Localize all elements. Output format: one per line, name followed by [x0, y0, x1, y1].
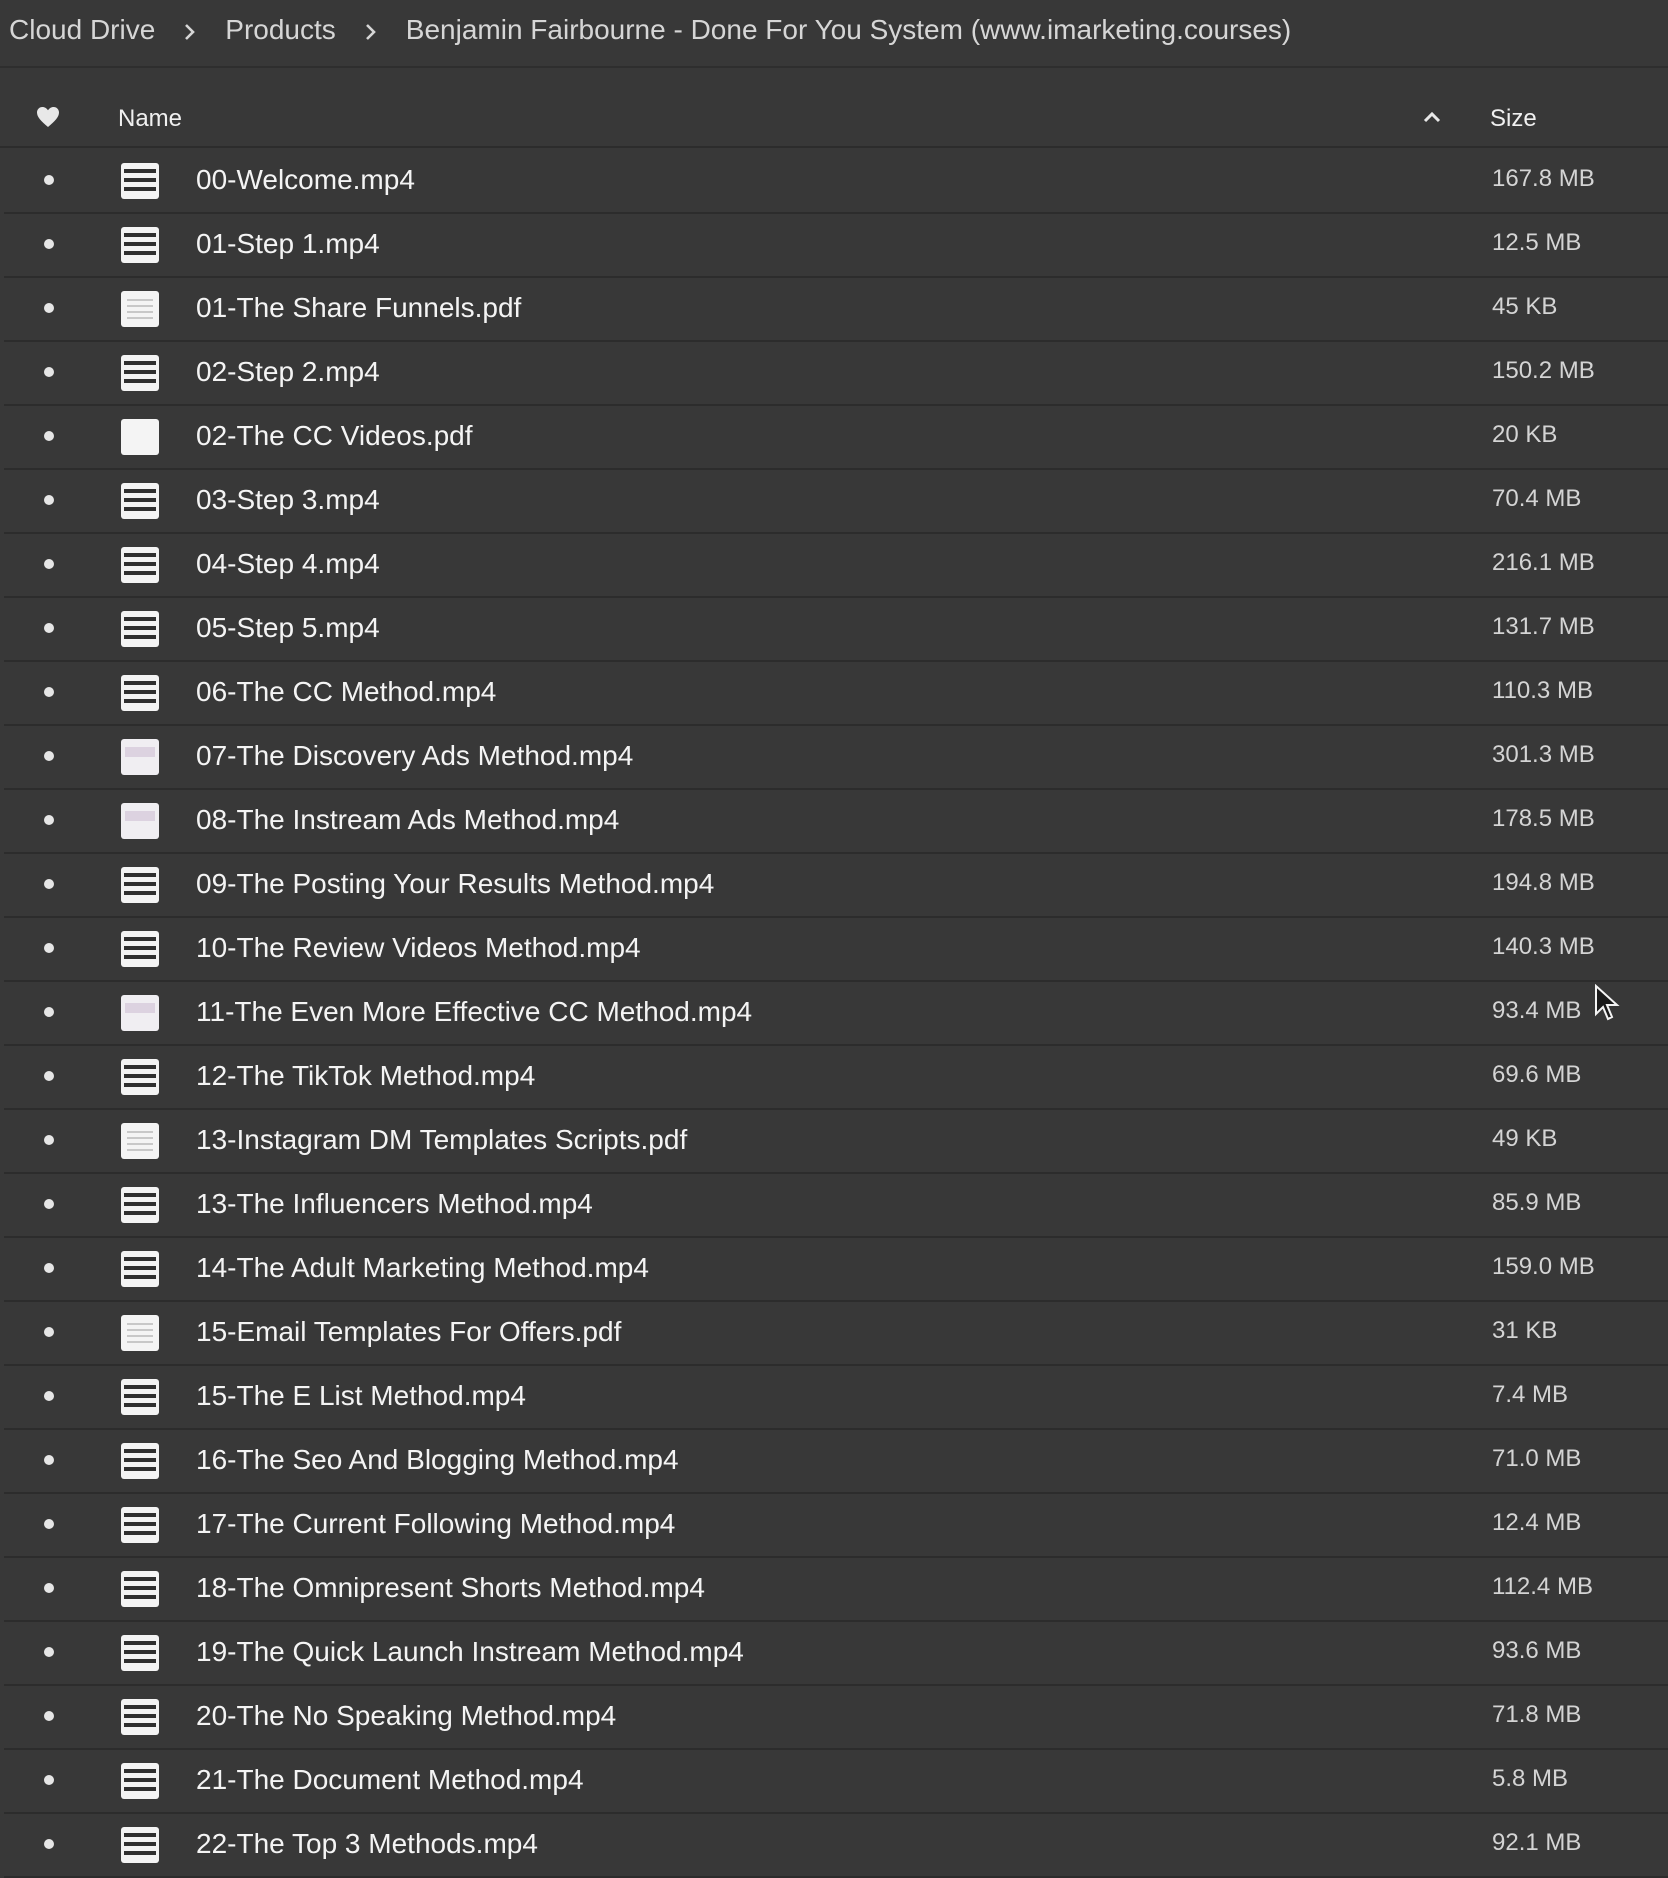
file-row[interactable]: [4, 1750, 1668, 1814]
file-row[interactable]: [4, 342, 1668, 406]
file-row[interactable]: [4, 1302, 1668, 1366]
file-name[interactable]: 20-The No Speaking Method.mp4: [196, 1700, 617, 1731]
favorite-dot-icon[interactable]: [44, 559, 54, 569]
file-row[interactable]: [4, 1814, 1668, 1878]
mouse-cursor-icon: [1594, 984, 1620, 1022]
file-size: 69.6 MB: [1492, 1061, 1582, 1088]
video-thumbnail-icon: [121, 611, 159, 647]
file-row[interactable]: [4, 598, 1668, 662]
file-size: 93.6 MB: [1492, 1637, 1582, 1664]
file-row[interactable]: [4, 726, 1668, 790]
file-name[interactable]: 22-The Top 3 Methods.mp4: [196, 1828, 538, 1859]
file-size: 7.4 MB: [1492, 1381, 1569, 1408]
file-name[interactable]: 14-The Adult Marketing Method.mp4: [196, 1252, 649, 1283]
file-size: 71.8 MB: [1492, 1701, 1582, 1728]
favorite-dot-icon[interactable]: [44, 1327, 54, 1337]
file-size: 140.3 MB: [1492, 933, 1595, 960]
file-size: 92.1 MB: [1492, 1829, 1582, 1856]
favorite-dot-icon[interactable]: [44, 1071, 54, 1081]
file-size: 85.9 MB: [1492, 1189, 1582, 1216]
file-name[interactable]: 13-Instagram DM Templates Scripts.pdf: [196, 1124, 688, 1155]
file-size: 31 KB: [1492, 1317, 1558, 1344]
video-thumbnail-icon: [121, 1059, 159, 1095]
chevron-right-icon: [155, 14, 225, 46]
document-thumbnail-icon: [121, 291, 159, 327]
video-thumbnail-icon: [121, 1827, 159, 1863]
breadcrumb-current-folder: Benjamin Fairbourne - Done For You System (www.imarketing.courses): [405, 14, 1292, 45]
file-row[interactable]: [4, 214, 1668, 278]
file-row[interactable]: [4, 406, 1668, 470]
file-row[interactable]: [4, 150, 1668, 214]
chevron-up-icon[interactable]: [1422, 110, 1442, 124]
file-name[interactable]: 13-The Influencers Method.mp4: [196, 1188, 593, 1219]
favorite-dot-icon[interactable]: [44, 879, 54, 889]
size-column-header[interactable]: Size: [1490, 105, 1537, 132]
file-list: [0, 150, 1668, 1878]
file-row[interactable]: [4, 1622, 1668, 1686]
breadcrumb-products[interactable]: Products: [225, 14, 336, 45]
file-row[interactable]: [4, 1046, 1668, 1110]
file-name[interactable]: 05-Step 5.mp4: [196, 612, 380, 643]
file-row[interactable]: [4, 1174, 1668, 1238]
file-size: 49 KB: [1492, 1125, 1558, 1152]
file-name[interactable]: 11-The Even More Effective CC Method.mp4: [196, 996, 753, 1027]
file-row[interactable]: [4, 1558, 1668, 1622]
file-size: 167.8 MB: [1492, 165, 1595, 192]
file-name[interactable]: 04-Step 4.mp4: [196, 548, 380, 579]
document-thumbnail-icon: [121, 419, 159, 455]
favorite-dot-icon[interactable]: [44, 239, 54, 249]
file-name[interactable]: 06-The CC Method.mp4: [196, 676, 497, 707]
file-name[interactable]: 10-The Review Videos Method.mp4: [196, 932, 641, 963]
file-size: 110.3 MB: [1492, 677, 1593, 704]
video-thumbnail-icon: [121, 1571, 159, 1607]
favorite-dot-icon[interactable]: [44, 1775, 54, 1785]
video-thumbnail-icon: [121, 1635, 159, 1671]
file-row[interactable]: [4, 982, 1668, 1046]
file-name[interactable]: 18-The Omnipresent Shorts Method.mp4: [196, 1572, 705, 1603]
video-thumbnail-icon: [121, 547, 159, 583]
file-name[interactable]: 03-Step 3.mp4: [196, 484, 380, 515]
favorite-dot-icon[interactable]: [44, 303, 54, 313]
file-size: 70.4 MB: [1492, 485, 1582, 512]
breadcrumb-cloud-drive[interactable]: Cloud Drive: [9, 14, 156, 45]
file-size: 150.2 MB: [1492, 357, 1595, 384]
favorite-dot-icon[interactable]: [44, 1583, 54, 1593]
file-size: 131.7 MB: [1492, 613, 1595, 640]
file-name[interactable]: 08-The Instream Ads Method.mp4: [196, 804, 620, 835]
document-thumbnail-icon: [121, 1123, 159, 1159]
favorite-dot-icon[interactable]: [44, 495, 54, 505]
favorite-dot-icon[interactable]: [44, 367, 54, 377]
video-thumbnail-icon: [121, 355, 159, 391]
video-thumbnail-icon: [121, 1251, 159, 1287]
chevron-right-icon: [336, 14, 406, 46]
favorite-dot-icon[interactable]: [44, 1647, 54, 1657]
file-size: 301.3 MB: [1492, 741, 1595, 768]
file-size: 45 KB: [1492, 293, 1558, 320]
file-row[interactable]: [4, 1366, 1668, 1430]
file-name[interactable]: 15-Email Templates For Offers.pdf: [196, 1316, 622, 1347]
file-name[interactable]: 02-The CC Videos.pdf: [196, 420, 473, 451]
document-thumbnail-icon: [121, 739, 159, 775]
favorite-dot-icon[interactable]: [44, 1839, 54, 1849]
file-name[interactable]: 16-The Seo And Blogging Method.mp4: [196, 1444, 679, 1475]
document-thumbnail-icon: [121, 1315, 159, 1351]
file-size: 112.4 MB: [1492, 1573, 1593, 1600]
favorite-dot-icon[interactable]: [44, 1199, 54, 1209]
file-size: 159.0 MB: [1492, 1253, 1595, 1280]
video-thumbnail-icon: [121, 1379, 159, 1415]
file-name[interactable]: 09-The Posting Your Results Method.mp4: [196, 868, 715, 899]
video-thumbnail-icon: [121, 675, 159, 711]
file-row[interactable]: [4, 662, 1668, 726]
file-row[interactable]: [4, 470, 1668, 534]
document-thumbnail-icon: [121, 803, 159, 839]
column-header-row: [0, 88, 1668, 148]
file-name[interactable]: 15-The E List Method.mp4: [196, 1380, 526, 1411]
file-name[interactable]: 00-Welcome.mp4: [196, 164, 415, 195]
favorite-dot-icon[interactable]: [44, 1391, 54, 1401]
file-size: 12.5 MB: [1492, 229, 1582, 256]
favorite-dot-icon[interactable]: [44, 1263, 54, 1273]
video-thumbnail-icon: [121, 163, 159, 199]
video-thumbnail-icon: [121, 931, 159, 967]
file-size: 216.1 MB: [1492, 549, 1595, 576]
video-thumbnail-icon: [121, 867, 159, 903]
name-column-header[interactable]: Name: [118, 105, 183, 132]
file-row[interactable]: [4, 1430, 1668, 1494]
favorite-dot-icon[interactable]: [44, 943, 54, 953]
file-size: 71.0 MB: [1492, 1445, 1582, 1472]
file-name[interactable]: 07-The Discovery Ads Method.mp4: [196, 740, 634, 771]
file-row[interactable]: [4, 854, 1668, 918]
file-name[interactable]: 19-The Quick Launch Instream Method.mp4: [196, 1636, 744, 1667]
file-row[interactable]: [4, 918, 1668, 982]
file-row[interactable]: [4, 1494, 1668, 1558]
favorite-dot-icon[interactable]: [44, 431, 54, 441]
favorite-dot-icon[interactable]: [44, 1007, 54, 1017]
file-row[interactable]: [4, 534, 1668, 598]
video-thumbnail-icon: [121, 1763, 159, 1799]
video-thumbnail-icon: [121, 483, 159, 519]
favorite-dot-icon[interactable]: [44, 1519, 54, 1529]
file-size: 20 KB: [1492, 421, 1558, 448]
file-size: 12.4 MB: [1492, 1509, 1582, 1536]
breadcrumb: [0, 0, 1668, 68]
video-thumbnail-icon: [121, 1699, 159, 1735]
file-name[interactable]: 17-The Current Following Method.mp4: [196, 1508, 676, 1539]
favorite-dot-icon[interactable]: [44, 1455, 54, 1465]
file-size: 178.5 MB: [1492, 805, 1595, 832]
favorite-dot-icon[interactable]: [44, 623, 54, 633]
heart-icon[interactable]: [36, 106, 60, 128]
file-size: 194.8 MB: [1492, 869, 1595, 896]
video-thumbnail-icon: [121, 227, 159, 263]
favorite-dot-icon[interactable]: [44, 687, 54, 697]
video-thumbnail-icon: [121, 1507, 159, 1543]
file-size: 5.8 MB: [1492, 1765, 1569, 1792]
file-name[interactable]: 02-Step 2.mp4: [196, 356, 380, 387]
favorite-dot-icon[interactable]: [44, 1135, 54, 1145]
file-name[interactable]: 01-Step 1.mp4: [196, 228, 380, 259]
file-name[interactable]: 01-The Share Funnels.pdf: [196, 292, 522, 323]
file-name[interactable]: 12-The TikTok Method.mp4: [196, 1060, 536, 1091]
video-thumbnail-icon: [121, 1187, 159, 1223]
favorite-dot-icon[interactable]: [44, 815, 54, 825]
file-row[interactable]: [4, 790, 1668, 854]
file-name[interactable]: 21-The Document Method.mp4: [196, 1764, 584, 1795]
favorite-dot-icon[interactable]: [44, 175, 54, 185]
file-row[interactable]: [4, 1686, 1668, 1750]
video-thumbnail-icon: [121, 1443, 159, 1479]
file-size: 93.4 MB: [1492, 997, 1582, 1024]
file-row[interactable]: [4, 1110, 1668, 1174]
file-row[interactable]: [4, 278, 1668, 342]
favorite-dot-icon[interactable]: [44, 1711, 54, 1721]
favorite-dot-icon[interactable]: [44, 751, 54, 761]
file-row[interactable]: [4, 1238, 1668, 1302]
document-thumbnail-icon: [121, 995, 159, 1031]
